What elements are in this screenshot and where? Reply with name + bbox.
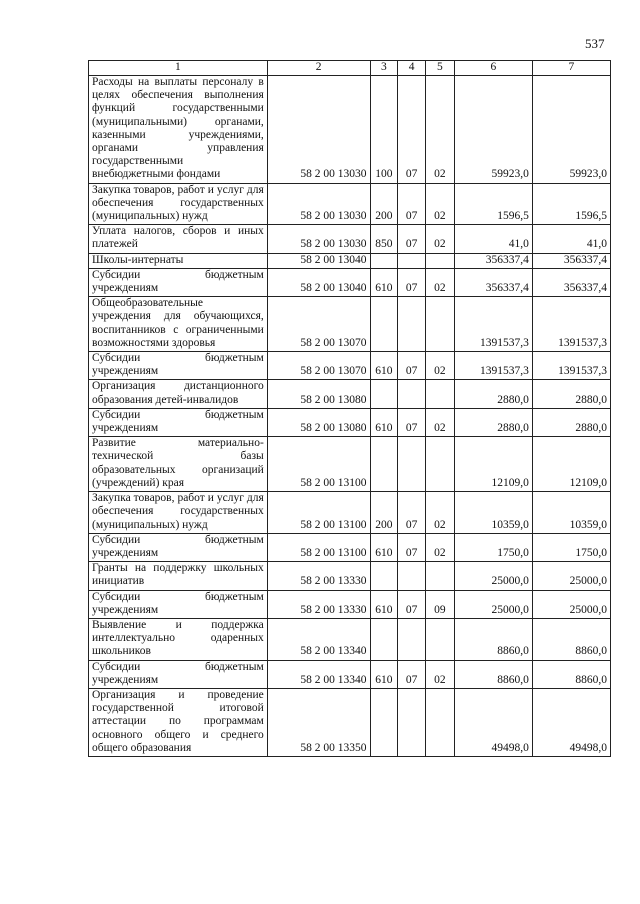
col-header: 5 — [426, 61, 455, 76]
amount-year-1: 41,0 — [454, 225, 532, 253]
table-row — [89, 297, 611, 352]
amount-year-1: 10359,0 — [454, 492, 532, 534]
subsection-code: 02 — [426, 225, 455, 253]
amount-year-2: 8860,0 — [532, 660, 610, 688]
amount-year-2: 1596,5 — [532, 183, 610, 225]
section-code: 07 — [398, 183, 426, 225]
section-code: 07 — [398, 492, 426, 534]
section-code: 07 — [398, 590, 426, 618]
amount-year-2: 1391537,3 — [532, 352, 610, 380]
table-row — [89, 590, 611, 618]
row-description: Уплата налогов, сборов и иных платежей — [89, 225, 268, 253]
section-code — [398, 618, 426, 660]
expense-type-code: 200 — [370, 183, 398, 225]
row-description: Субсидии бюджетным учреждениям — [89, 590, 268, 618]
expense-type-code — [370, 437, 398, 492]
subsection-code: 02 — [426, 76, 455, 184]
table-row — [89, 225, 611, 253]
target-article-code: 58 2 00 13100 — [267, 492, 370, 534]
section-code: 07 — [398, 268, 426, 296]
subsection-code: 02 — [426, 183, 455, 225]
subsection-code — [426, 618, 455, 660]
section-code — [398, 688, 426, 756]
subsection-code: 09 — [426, 590, 455, 618]
section-code: 07 — [398, 408, 426, 436]
target-article-code: 58 2 00 13080 — [267, 408, 370, 436]
row-description: Выявление и поддержка интеллектуально одаренных школьников — [89, 618, 268, 660]
col-header: 3 — [370, 61, 398, 76]
amount-year-1: 59923,0 — [454, 76, 532, 184]
section-code — [398, 437, 426, 492]
amount-year-1: 1391537,3 — [454, 297, 532, 352]
target-article-code: 58 2 00 13070 — [267, 297, 370, 352]
amount-year-2: 356337,4 — [532, 268, 610, 296]
expense-type-code: 200 — [370, 492, 398, 534]
amount-year-1: 25000,0 — [454, 562, 532, 590]
expense-type-code: 610 — [370, 533, 398, 561]
expense-type-code: 100 — [370, 76, 398, 184]
amount-year-1: 356337,4 — [454, 253, 532, 268]
expense-type-code: 610 — [370, 660, 398, 688]
row-description: Закупка товаров, работ и услуг для обеспечения государственных (муниципальных) нужд — [89, 492, 268, 534]
budget-table — [88, 60, 611, 757]
table-row — [89, 253, 611, 268]
target-article-code: 58 2 00 13070 — [267, 352, 370, 380]
table-row — [89, 492, 611, 534]
expense-type-code — [370, 688, 398, 756]
section-code: 07 — [398, 76, 426, 184]
table-row — [89, 618, 611, 660]
col-header: 4 — [398, 61, 426, 76]
expense-type-code — [370, 562, 398, 590]
section-code — [398, 562, 426, 590]
row-description: Организация дистанционного образования детей-инвалидов — [89, 380, 268, 408]
section-code — [398, 380, 426, 408]
amount-year-1: 49498,0 — [454, 688, 532, 756]
subsection-code — [426, 688, 455, 756]
amount-year-1: 1391537,3 — [454, 352, 532, 380]
subsection-code: 02 — [426, 408, 455, 436]
section-code: 07 — [398, 660, 426, 688]
table-row — [89, 437, 611, 492]
subsection-code: 02 — [426, 268, 455, 296]
row-description: Общеобразовательные учреждения для обучающихся, воспитанников с ограниченными возможностями здоровья — [89, 297, 268, 352]
subsection-code: 02 — [426, 660, 455, 688]
expense-type-code — [370, 380, 398, 408]
amount-year-2: 8860,0 — [532, 618, 610, 660]
target-article-code: 58 2 00 13340 — [267, 660, 370, 688]
section-code: 07 — [398, 352, 426, 380]
target-article-code: 58 2 00 13100 — [267, 533, 370, 561]
amount-year-1: 1596,5 — [454, 183, 532, 225]
table-row — [89, 183, 611, 225]
row-description: Субсидии бюджетным учреждениям — [89, 352, 268, 380]
target-article-code: 58 2 00 13030 — [267, 76, 370, 184]
row-description: Организация и проведение государственной итоговой аттестации по программам основного общего и среднего общего образования — [89, 688, 268, 756]
row-description: Субсидии бюджетным учреждениям — [89, 660, 268, 688]
amount-year-2: 10359,0 — [532, 492, 610, 534]
amount-year-1: 8860,0 — [454, 618, 532, 660]
target-article-code: 58 2 00 13040 — [267, 253, 370, 268]
expense-type-code — [370, 297, 398, 352]
row-description: Закупка товаров, работ и услуг для обеспечения государственных (муниципальных) нужд — [89, 183, 268, 225]
amount-year-2: 356337,4 — [532, 253, 610, 268]
amount-year-1: 356337,4 — [454, 268, 532, 296]
subsection-code — [426, 253, 455, 268]
amount-year-2: 1750,0 — [532, 533, 610, 561]
expense-type-code: 610 — [370, 408, 398, 436]
subsection-code — [426, 437, 455, 492]
target-article-code: 58 2 00 13330 — [267, 590, 370, 618]
amount-year-2: 49498,0 — [532, 688, 610, 756]
target-article-code: 58 2 00 13040 — [267, 268, 370, 296]
page-number: 537 — [585, 36, 605, 51]
amount-year-1: 25000,0 — [454, 590, 532, 618]
amount-year-2: 59923,0 — [532, 76, 610, 184]
row-description: Расходы на выплаты персоналу в целях обеспечения выполнения функций государственными (муниципальными) органами, казенными учреждениями, органами управления государственными внебюджетными фондами — [89, 76, 268, 184]
amount-year-2: 2880,0 — [532, 380, 610, 408]
amount-year-2: 2880,0 — [532, 408, 610, 436]
expense-type-code: 610 — [370, 268, 398, 296]
row-description: Субсидии бюджетным учреждениям — [89, 533, 268, 561]
row-description: Субсидии бюджетным учреждениям — [89, 408, 268, 436]
amount-year-2: 25000,0 — [532, 562, 610, 590]
amount-year-2: 41,0 — [532, 225, 610, 253]
amount-year-2: 12109,0 — [532, 437, 610, 492]
header-row — [89, 61, 611, 76]
subsection-code — [426, 297, 455, 352]
table-row — [89, 408, 611, 436]
subsection-code: 02 — [426, 352, 455, 380]
target-article-code: 58 2 00 13350 — [267, 688, 370, 756]
expense-type-code: 610 — [370, 590, 398, 618]
section-code: 07 — [398, 533, 426, 561]
target-article-code: 58 2 00 13340 — [267, 618, 370, 660]
expense-type-code: 850 — [370, 225, 398, 253]
table-row — [89, 352, 611, 380]
section-code: 07 — [398, 225, 426, 253]
table-row — [89, 688, 611, 756]
col-header: 7 — [532, 61, 610, 76]
expense-type-code — [370, 618, 398, 660]
table-row — [89, 76, 611, 184]
section-code — [398, 297, 426, 352]
subsection-code: 02 — [426, 533, 455, 561]
target-article-code: 58 2 00 13100 — [267, 437, 370, 492]
amount-year-1: 2880,0 — [454, 380, 532, 408]
table-row — [89, 533, 611, 561]
table-row — [89, 562, 611, 590]
section-code — [398, 253, 426, 268]
target-article-code: 58 2 00 13030 — [267, 225, 370, 253]
row-description: Школы-интернаты — [89, 253, 268, 268]
row-description: Гранты на поддержку школьных инициатив — [89, 562, 268, 590]
target-article-code: 58 2 00 13330 — [267, 562, 370, 590]
table-row — [89, 380, 611, 408]
table-row — [89, 660, 611, 688]
col-header: 2 — [267, 61, 370, 76]
amount-year-1: 12109,0 — [454, 437, 532, 492]
col-header: 6 — [454, 61, 532, 76]
row-description: Субсидии бюджетным учреждениям — [89, 268, 268, 296]
subsection-code — [426, 380, 455, 408]
amount-year-2: 25000,0 — [532, 590, 610, 618]
row-description: Развитие материально-технической базы образовательных организаций (учреждений) края — [89, 437, 268, 492]
expense-type-code: 610 — [370, 352, 398, 380]
target-article-code: 58 2 00 13030 — [267, 183, 370, 225]
amount-year-2: 1391537,3 — [532, 297, 610, 352]
target-article-code: 58 2 00 13080 — [267, 380, 370, 408]
subsection-code: 02 — [426, 492, 455, 534]
table-row — [89, 268, 611, 296]
amount-year-1: 8860,0 — [454, 660, 532, 688]
amount-year-1: 1750,0 — [454, 533, 532, 561]
col-header: 1 — [89, 61, 268, 76]
expense-type-code — [370, 253, 398, 268]
amount-year-1: 2880,0 — [454, 408, 532, 436]
subsection-code — [426, 562, 455, 590]
